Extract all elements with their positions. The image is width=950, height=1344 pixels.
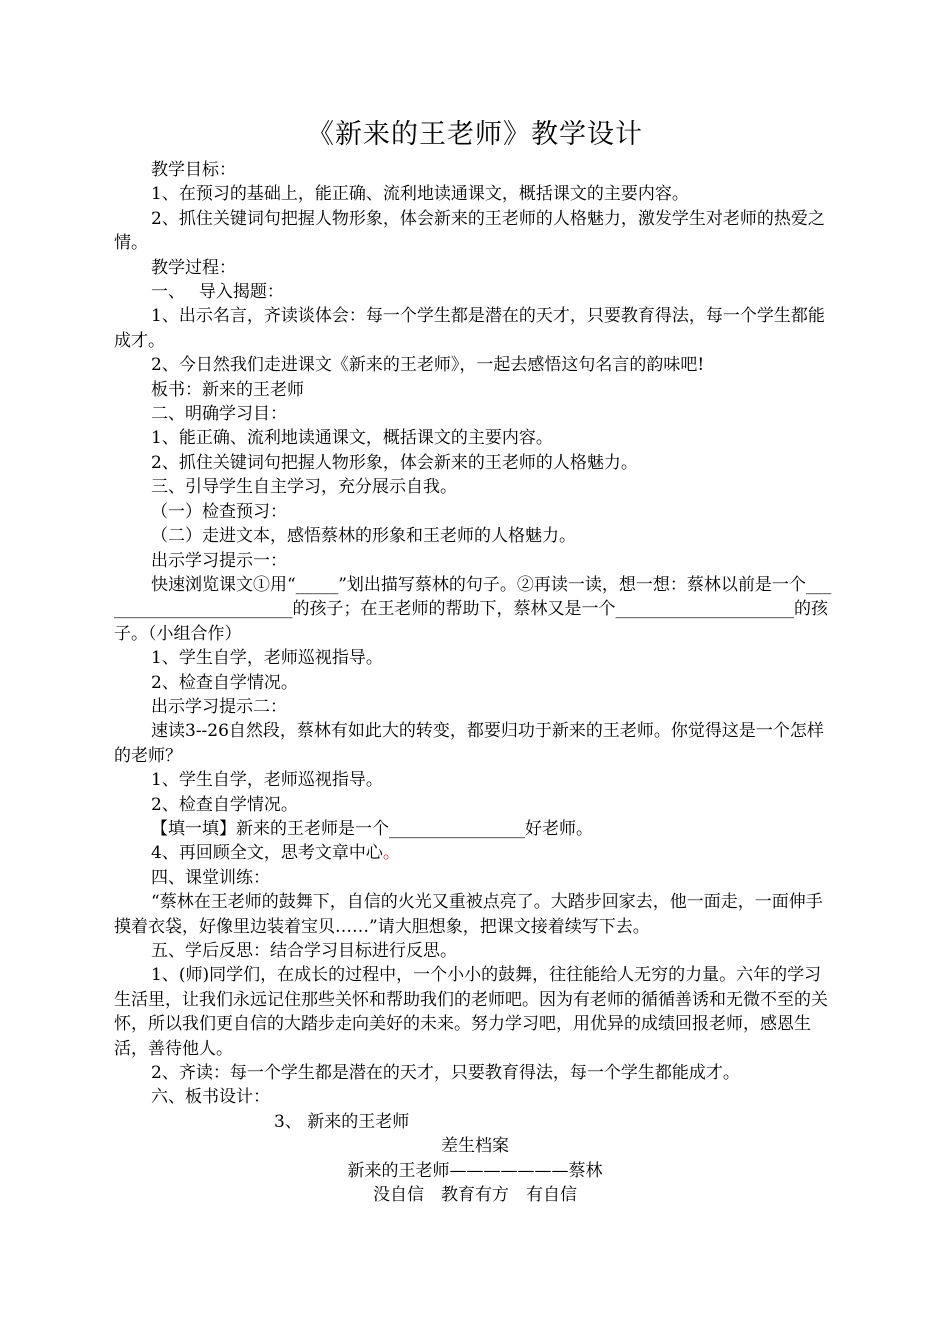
section-heading: 四、课堂训练： (151, 867, 270, 888)
paragraph: 2、齐读：每一个学生都是潜在的天才，只要教育得法，每一个学生都能成才。 (151, 1063, 740, 1084)
paragraph: 1、在预习的基础上，能正确、流利地读通课文，概括课文的主要内容。 (151, 184, 689, 205)
section-heading: 三、引导学生自主学习，充分展示自我。 (151, 477, 457, 498)
paragraph: 2、检查自学情况。 (151, 672, 298, 693)
paragraph: 出示学习提示二： (151, 696, 287, 717)
board-design-title: 3、 新来的王老师 (274, 1111, 410, 1132)
paragraph: （二）走进文本，感悟蔡林的形象和王老师的人格魅力。 (151, 526, 576, 547)
paragraph: 教学目标： (151, 160, 236, 180)
document-title: 《新来的王老师》教学设计 (307, 119, 643, 150)
board-design-line: 没自信 教育有方 有自信 (373, 1185, 577, 1206)
paragraph: “蔡林在王老师的鼓舞下，自信的火光又重被点亮了。大踏步回家去，他一面走，一面伸手摸着衣袋，好像里边装着宝贝……”请大胆想象，把课文接着续写下去。 (114, 892, 823, 937)
paragraph: （一）检查预习： (151, 501, 287, 522)
paragraph: 2、检查自学情况。 (151, 794, 298, 815)
board-design-line: 新来的王老师———————蔡林 (347, 1160, 603, 1181)
section-heading: 一、 导入揭题： (151, 282, 284, 303)
paragraph: 2、今日然我们走进课文《新来的王老师》，一起去感悟这句名言的韵味吧! (151, 355, 705, 376)
paragraph: 板书：新来的王老师 (151, 379, 304, 400)
paragraph: 1、出示名言，齐读谈体会：每一个学生都是潜在的天才，只要教育得法，每一个学生都能成才。 (114, 306, 825, 351)
document-body (114, 158, 836, 1207)
paragraph: 1、学生自学，老师巡视指导。 (151, 770, 383, 791)
section-heading: 六、板书设计： (151, 1087, 270, 1108)
paragraph-text: 4、再回顾全文，思考文章中心 (151, 843, 383, 864)
paragraph: 1、学生自学，老师巡视指导。 (151, 648, 383, 669)
paragraph (114, 841, 836, 865)
section-heading: 五、学后反思：结合学习目标进行反思。 (151, 941, 457, 961)
board-design-line: 差生档案 (441, 1136, 509, 1157)
paragraph: 快速浏览课文①用“_____”划出描写蔡林的句子。②再读一读，想一想：蔡林以前是一个________________________的孩子；在王老师的帮助下，蔡林又是一个_____________________的孩子。（小组合作） (114, 574, 832, 644)
paragraph: 1、能正确、流利地读通课文，概括课文的主要内容。 (151, 428, 553, 449)
red-period: 。 (382, 843, 400, 864)
paragraph: 2、抓住关键词句把握人物形象，体会新来的王老师的人格魅力，激发学生对老师的热爱之情。 (114, 208, 825, 254)
paragraph: 1、(师)同学们，在成长的过程中，一个小小的鼓舞，往往能给人无穷的力量。六年的学习生活里，让我们永远记住那些关怀和帮助我们的老师吧。因为有老师的循循善诱和无微不至的关怀，所以我们更自信的大踏步走向美好的未来。努力学习吧，用优异的成绩回报老师，感恩生活，善待他人。 (114, 965, 828, 1059)
paragraph: 2、抓住关键词句把握人物形象，体会新来的王老师的人格魅力。 (151, 452, 638, 473)
paragraph: 【填一填】新来的王老师是一个________________好老师。 (151, 818, 593, 839)
paragraph: 教学过程： (151, 257, 236, 278)
section-heading: 二、明确学习目： (151, 404, 287, 425)
paragraph: 出示学习提示一： (151, 550, 287, 571)
paragraph: 速读3--26自然段，蔡林有如此大的转变，都要归功于新来的王老师。你觉得这是一个怎样的老师？ (114, 721, 824, 766)
